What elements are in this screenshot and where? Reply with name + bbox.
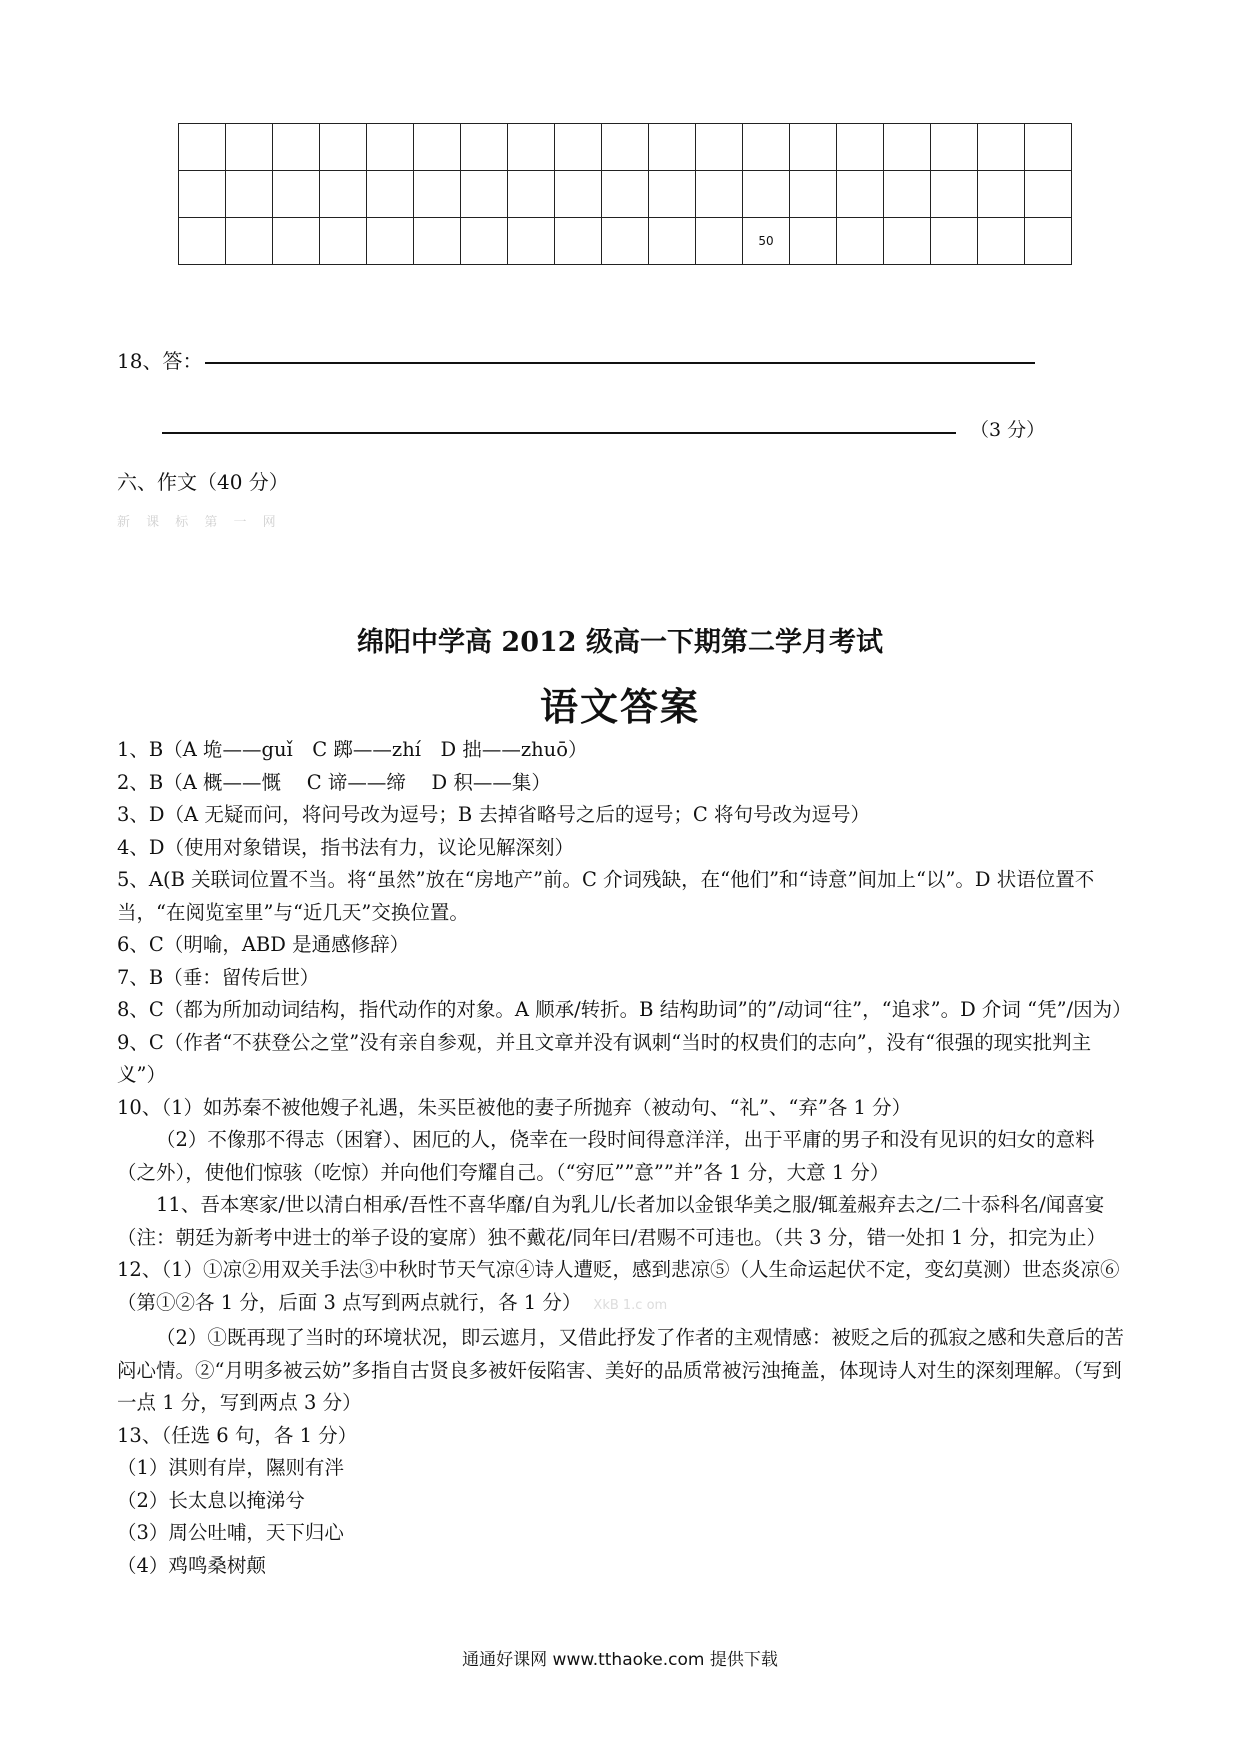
- grid-cell[interactable]: [320, 171, 367, 218]
- grid-cell[interactable]: [461, 171, 508, 218]
- grid-cell[interactable]: [367, 171, 414, 218]
- grid-cell[interactable]: [696, 171, 743, 218]
- grid-cell[interactable]: [602, 124, 649, 171]
- grid-cell[interactable]: [414, 171, 461, 218]
- grid-cell[interactable]: [837, 171, 884, 218]
- answer-item: 1、B（A 垝——guǐ C 踯——zhí D 拙——zhuō）: [117, 738, 588, 761]
- grid-cell[interactable]: [837, 218, 884, 265]
- grid-cell[interactable]: [461, 218, 508, 265]
- grid-cell[interactable]: [226, 124, 273, 171]
- answer-item-12-2: （2）①既再现了当时的环境状况，即云遮月，又借此抒发了作者的主观情感：被贬之后的孤寂之感和失意后的苦闷心情。②“月明多被云妨”多指自古贤良多被奸佞陷害、美好的品质常被污浊掩盖，体现诗人对生的深刻理解。（写到一点 1 分，写到两点 3 分）: [117, 1326, 1124, 1414]
- answer-item: （1）淇则有岸，隰则有泮: [117, 1456, 344, 1479]
- grid-cell[interactable]: [790, 124, 837, 171]
- grid-cell[interactable]: [978, 218, 1025, 265]
- grid-cell[interactable]: [790, 218, 837, 265]
- grid-cell[interactable]: [320, 218, 367, 265]
- grid-cell[interactable]: [273, 124, 320, 171]
- answer-item: 11、吾本寒家/世以清白相承/吾性不喜华靡/自为乳儿/长者加以金银华美之服/辄羞赧弃去之/二十忝科名/闻喜宴（注：朝廷为新考中进士的举子设的宴席）独不戴花/同年曰/君赐不可违也。（共 3 分，错一处扣 1 分，扣完为止）: [117, 1193, 1106, 1249]
- grid-cell[interactable]: [696, 124, 743, 171]
- grid-cell[interactable]: [461, 124, 508, 171]
- grid-cell[interactable]: [649, 218, 696, 265]
- grid-cell[interactable]: [884, 218, 931, 265]
- answer-item: 3、D（A 无疑而问，将问号改为逗号；B 去掉省略号之后的逗号；C 将句号改为逗号）: [117, 803, 870, 826]
- grid-cell[interactable]: [226, 218, 273, 265]
- grid-cell[interactable]: 50: [743, 218, 790, 265]
- grid-cell[interactable]: [978, 171, 1025, 218]
- grid-cell[interactable]: [1025, 124, 1072, 171]
- answer-item: （4）鸡鸣桑树颠: [117, 1553, 266, 1577]
- q18-label: 18、答：: [117, 349, 203, 373]
- answer-item: （2）不像那不得志（困窘）、困厄的人，侥幸在一段时间得意洋洋，出于平庸的男子和没有见识的妇女的意料（之外），使他们惊骇（吃惊）并向他们夸耀自己。（“穷厄””意””并”各 1 分，大意 1 分）: [117, 1128, 1095, 1184]
- grid-cell[interactable]: [508, 124, 555, 171]
- grid-cell[interactable]: [414, 218, 461, 265]
- q18-answer-line-1[interactable]: [205, 362, 1035, 364]
- answer-item: 9、C（作者“不获登公之堂”没有亲自参观，并且文章并没有讽刺“当时的权贵们的志向”，没有“很强的现实批判主义”）: [117, 1030, 1092, 1086]
- grid-cell[interactable]: [743, 124, 790, 171]
- answer-grid: [178, 123, 1072, 265]
- grid-cell[interactable]: [508, 171, 555, 218]
- answer-item: 13、（任选 6 句，各 1 分）: [117, 1423, 358, 1447]
- grid-row: [179, 218, 1072, 265]
- grid-cell[interactable]: [367, 218, 414, 265]
- grid-cell[interactable]: [555, 124, 602, 171]
- grid-cell[interactable]: [602, 171, 649, 218]
- grid-row: [179, 124, 1072, 171]
- grid-cell[interactable]: [273, 171, 320, 218]
- watermark: XkB 1.c om: [593, 1297, 668, 1313]
- grid-row: [179, 171, 1072, 218]
- grid-cell[interactable]: [555, 218, 602, 265]
- grid-cell[interactable]: [179, 171, 226, 218]
- q18-answer-line-2[interactable]: [162, 432, 956, 434]
- footer-credit: 通通好课网 www.tthaoke.com 提供下载: [462, 1650, 778, 1670]
- answer-item: 5、A(B 关联词位置不当。将“虽然”放在“房地产”前。C 介词残缺，在“他们”和“诗意”间加上“以”。D 状语位置不当，“在阅览室里”与“近几天”交换位置。: [117, 868, 1095, 924]
- grid-cell[interactable]: [649, 171, 696, 218]
- grid-cell[interactable]: [649, 124, 696, 171]
- grid-cell[interactable]: [1025, 218, 1072, 265]
- grid-cell[interactable]: [555, 171, 602, 218]
- exam-title: 绵阳中学高 2012 级高一下期第二学月考试: [357, 627, 883, 658]
- grid-cell[interactable]: [367, 124, 414, 171]
- grid-cell[interactable]: [884, 171, 931, 218]
- answer-item: 6、C（明喻，ABD 是通感修辞）: [117, 933, 410, 956]
- grid-cell[interactable]: [931, 218, 978, 265]
- answer-item: （3）周公吐哺，天下归心: [117, 1521, 344, 1544]
- answer-item: （2）长太息以掩涕兮: [117, 1488, 305, 1512]
- grid-cell[interactable]: [508, 218, 555, 265]
- grid-cell[interactable]: [414, 124, 461, 171]
- answer-list: [117, 734, 1132, 1582]
- grid-cell[interactable]: [931, 171, 978, 218]
- grid-cell[interactable]: [179, 218, 226, 265]
- answer-title: 语文答案: [539, 684, 700, 729]
- grid-cell[interactable]: [837, 124, 884, 171]
- grid-cell[interactable]: [320, 124, 367, 171]
- grid-cell[interactable]: [884, 124, 931, 171]
- answer-item: 10、（1）如苏秦不被他嫂子礼遇，朱买臣被他的妻子所抛弃（被动句、“礼”、“弃”各 1 分）: [117, 1095, 912, 1119]
- answer-item: 2、B（A 概——慨 C 谛——缔 D 积——集）: [117, 770, 551, 794]
- grid-cell[interactable]: [179, 124, 226, 171]
- grid-cell[interactable]: [273, 218, 320, 265]
- answer-item: 8、C（都为所加动词结构，指代动作的对象。A 顺承/转折。B 结构助词”的”/动词“往”，“追求”。D 介词 “凭”/因为）: [117, 998, 1132, 1021]
- watermark: 新 课 标 第 一 网: [117, 515, 282, 530]
- answer-item: 7、B（垂：留传后世）: [117, 965, 320, 989]
- q18-points: （3 分）: [970, 419, 1046, 441]
- grid-cell[interactable]: [978, 124, 1025, 171]
- essay-section-label: 六、作文（40 分）: [117, 470, 289, 494]
- grid-cell[interactable]: [931, 124, 978, 171]
- grid-cell[interactable]: [743, 171, 790, 218]
- grid-cell[interactable]: [696, 218, 743, 265]
- grid-cell[interactable]: [226, 171, 273, 218]
- grid-cell[interactable]: [790, 171, 837, 218]
- grid-cell[interactable]: [1025, 171, 1072, 218]
- answer-text: 12、（1）①凉②用双关手法③中秋时节天气凉④诗人遭贬，感到悲凉⑤（人生命运起伏不定，变幻莫测）世态炎凉⑥（第①②各 1 分，后面 3 点写到两点就行，各 1 分）: [117, 1258, 1120, 1314]
- grid-cell[interactable]: [602, 218, 649, 265]
- answer-item-12-1: [117, 1254, 1127, 1322]
- answer-item: 4、D（使用对象错误，指书法有力，议论见解深刻）: [117, 835, 575, 859]
